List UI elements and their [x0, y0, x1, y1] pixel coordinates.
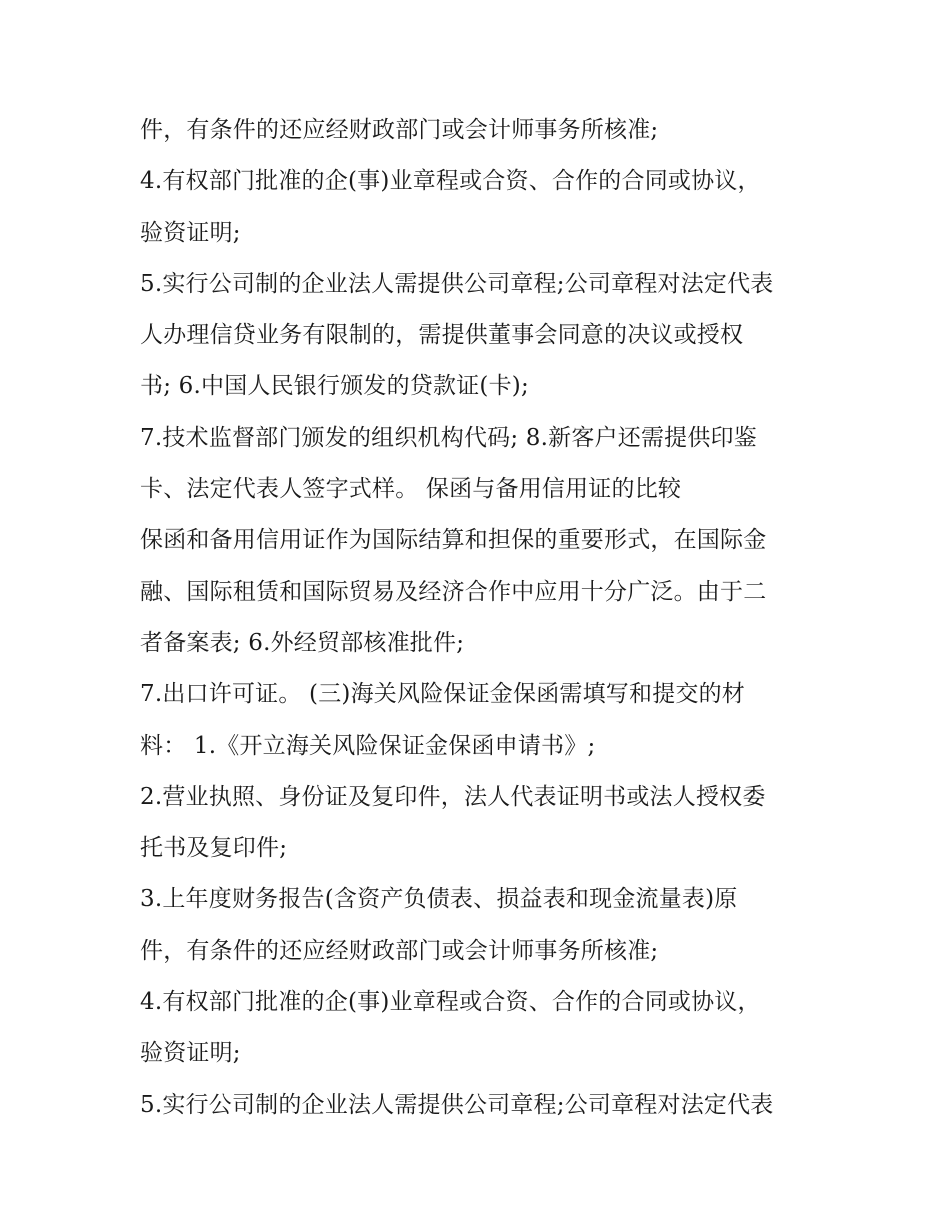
text-line: 7.出口许可证。 (三)海关风险保证金保函需填写和提交的材 — [140, 681, 746, 708]
text-line: 4.有权部门批准的企(事)业章程或合资、合作的合同或协议， — [140, 989, 761, 1016]
text-line: 卡、法定代表人签字式样。 保函与备用信用证的比较 — [140, 476, 682, 503]
text-line: 5.实行公司制的企业法人需提供公司章程;公司章程对法定代表 — [140, 1091, 774, 1118]
text-line: 2.营业执照、身份证及复印件，法人代表证明书或法人授权委 — [140, 783, 766, 810]
text-line: 5.实行公司制的企业法人需提供公司章程;公司章程对法定代表 — [140, 270, 774, 297]
text-line: 3.上年度财务报告(含资产负债表、损益表和现金流量表)原 — [140, 886, 738, 913]
text-line: 料： 1.《开立海关风险保证金保函申请书》; — [140, 732, 596, 759]
text-line: 融、国际租赁和国际贸易及经济合作中应用十分广泛。由于二 — [140, 578, 767, 605]
document-body — [140, 108, 830, 1134]
text-line: 验资证明; — [140, 1040, 241, 1067]
text-line: 4.有权部门批准的企(事)业章程或合资、合作的合同或协议， — [140, 168, 761, 195]
text-line: 人办理信贷业务有限制的，需提供董事会同意的决议或授权 — [140, 322, 744, 349]
text-line: 保函和备用信用证作为国际结算和担保的重要形式，在国际金 — [140, 527, 767, 554]
text-line: 书; 6.中国人民银行颁发的贷款证(卡); — [140, 373, 529, 400]
text-line: 件，有条件的还应经财政部门或会计师事务所核准; — [140, 117, 659, 143]
text-line: 者备案表; 6.外经贸部核准批件; — [140, 629, 465, 656]
text-line: 7.技术监督部门颁发的组织机构代码; 8.新客户还需提供印鉴 — [140, 424, 757, 451]
text-line: 验资证明; — [140, 219, 241, 246]
text-line: 托书及复印件; — [140, 835, 288, 862]
text-line: 件，有条件的还应经财政部门或会计师事务所核准; — [140, 937, 659, 964]
